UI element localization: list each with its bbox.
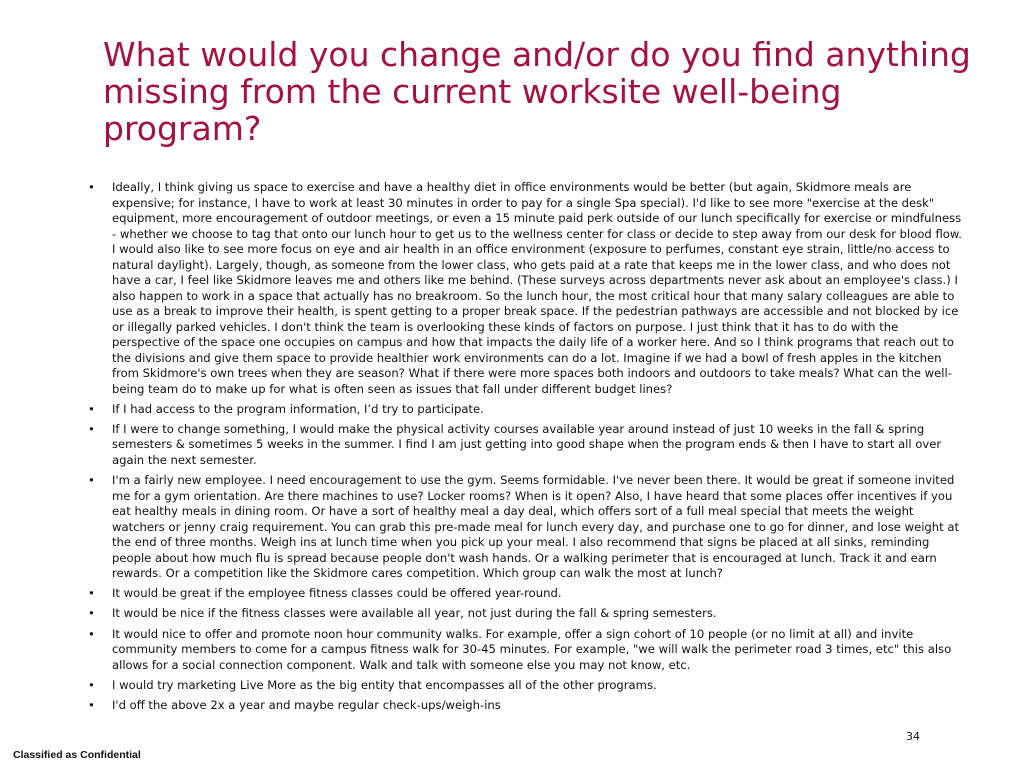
list-item: [88, 606, 968, 622]
list-item-text: Ideally, I think giving us space to exercise and have a healthy diet in office environments would be better (but again, Skidmore meals are expensive; for instance, I have to work at least 30 minutes in order to pay for a single Spa special). I'd like to see more "exercise at the desk" equipment, more encouragement of outdoor meetings, or even a 15 minute paid perk outside of our lunch specifically for exercise or mindfulness - whether we choose to tag that onto our lunch hour to get us to the wellness center for class or decide to step away from our desk for blood flow. I would also like to see more focus on eye and air health in an office environment (exposure to perfumes, constant eye strain, little/no access to natural daylight). Largely, though, as someone from the lower class, who gets paid at a rate that keeps me in the lower class, and who does not have a car, I feel like Skidmore leaves me and others like me behind. (These surveys across departments never ask about an employee's class.) I also happen to work in a space that actually has no breakroom. So the lunch hour, the most critical hour that many salary colleagues are able to use as a break to improve their health, is spent getting to a proper break space. If the pedestrian pathways are accessible and not blocked by ice or illegally parked vehicles. I don't think the team is overlooking these kinds of factors on purpose. I just think that it has to do with the perspective of the space one occupies on campus and how that impacts the daily life of a worker here. And so I think programs that reach out to the divisions and give them space to provide healthier work environments can do a lot. Imagine if we had a bowl of fresh apples in the kitchen from Skidmore's own trees when they are season? What if there were more spaces both indoors and outdoors to take meals? What can the well-being team do to make up for what is often seen as issues that fall under different budget lines?: [112, 180, 962, 396]
list-item-text: It would be great if the employee fitness classes could be offered year-round.: [112, 586, 562, 601]
list-item: [88, 698, 968, 714]
bullet-icon: •: [88, 698, 95, 712]
list-item: [88, 473, 968, 582]
bullet-icon: •: [88, 626, 95, 641]
confidentiality-footer: Classified as Confidential: [13, 749, 141, 761]
list-item-text: If I had access to the program information, I’d try to participate.: [112, 401, 484, 416]
list-item: [88, 180, 968, 397]
list-item-text: I'd off the above 2x a year and maybe regular check-ups/weigh-ins: [112, 698, 501, 712]
bullet-list: [88, 180, 968, 718]
list-item-text: I'm a fairly new employee. I need encouragement to use the gym. Seems formidable. I've never been there. It would be great if someone invited me for a gym orientation. Are there machines to use? Locker rooms? When is it open? Also, I have heard that some places offer incentives if you eat healthy meals in dining room. Or have a sort of healthy meal a day deal, which offers sort of a full meal special that meets the weight watchers or jenny craig requirement. You can grab this pre-made meal for lunch every day, and purchase one to go for dinner, and lose weight at the end of three months. Weigh ins at lunch time when you pick up your meal. I also recommend that signs be placed at all sinks, reminding people about how much flu is spread because people don't wash hands. Or a walking perimeter that is encouraged at lunch. Track it and earn rewards. Or a competition like the Skidmore cares competition. Which group can walk the most at lunch?: [112, 473, 960, 581]
bullet-icon: •: [88, 677, 95, 692]
page-number: 34: [906, 730, 920, 743]
bullet-icon: •: [88, 180, 95, 194]
list-item: [88, 678, 968, 694]
bullet-icon: •: [88, 401, 95, 416]
list-item-text: I would try marketing Live More as the big entity that encompasses all of the other programs.: [112, 677, 657, 692]
list-item-text: It would nice to offer and promote noon hour community walks. For example, offer a sign cohort of 10 people (or no limit at all) and invite community members to come for a campus fitness walk for 30-45 minutes. For example, "we will walk the perimeter road 3 times, etc" this also allows for a social connection component. Walk and talk with someone else you may not know, etc.: [112, 626, 952, 672]
list-item: [88, 627, 968, 674]
slide-title: What would you change and/or do you find anything missing from the current worksite well-being program?: [103, 35, 971, 148]
list-item: [88, 402, 968, 418]
list-item: [88, 422, 968, 469]
list-item-text: If I were to change something, I would make the physical activity courses available year around instead of just 10 weeks in the fall & spring semesters & sometimes 5 weeks in the summer. I find I am just getting into good shape when the program ends & then I have to start all over again the next semester.: [112, 421, 942, 467]
bullet-icon: •: [88, 473, 95, 488]
list-item: [88, 586, 968, 602]
bullet-icon: •: [88, 606, 95, 621]
list-item-text: It would be nice if the fitness classes were available all year, not just during the fall & spring semesters.: [112, 606, 717, 621]
bullet-icon: •: [88, 421, 95, 436]
bullet-icon: •: [88, 586, 95, 601]
